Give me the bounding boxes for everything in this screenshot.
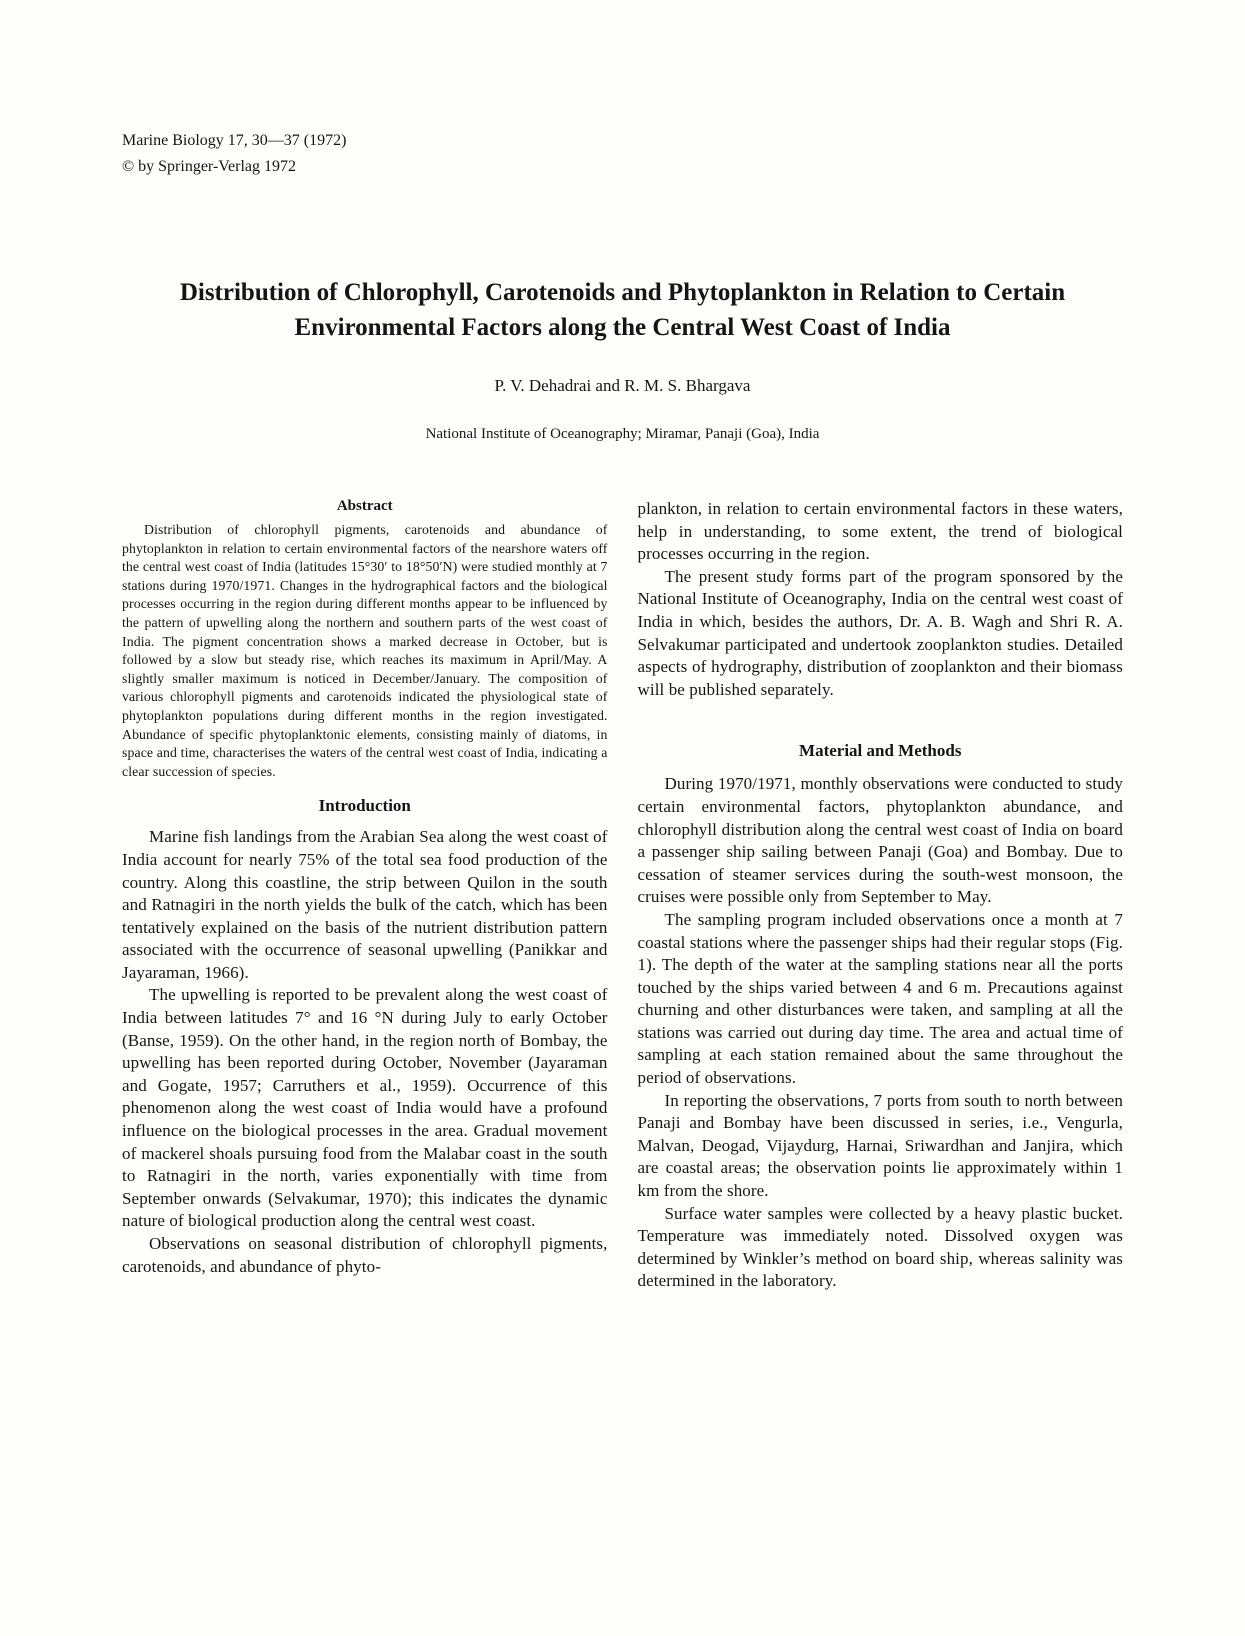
journal-citation: Marine Biology 17, 30—37 (1972) <box>122 132 347 149</box>
methods-paragraph-2: The sampling program included observations once a month at 7 coastal stations where the passenger ships had their regular stops (Fig. 1). The depth of the water at the sampling stations near all the ports touched by the ships varied between 4 and 6 m. Precautions against churning and other disturbances were taken, and sampling at all the stations was carried out during day time. The area and actual time of sampling at each station remained about the same throughout the period of observations. <box>637 909 1123 1088</box>
methods-paragraph-4: Surface water samples were collected by a heavy plastic bucket. Temperature was immediately noted. Dissolved oxygen was determined by Winkler’s method on board ship, whereas salinity was determined in the laboratory. <box>637 1203 1123 1291</box>
journal-masthead <box>122 128 346 179</box>
article-affiliation: National Institute of Oceanography; Miramar, Panaji (Goa), India <box>425 426 820 442</box>
abstract-heading: Abstract <box>336 498 393 514</box>
introduction-heading: Introduction <box>318 796 411 816</box>
introduction-paragraph-1: Marine fish landings from the Arabian Sea along the west coast of India account for nearly 75% of the total sea food production of the country. Along this coastline, the strip between Quilon in the south and Ratnagiri in the north yields the bulk of the catch, which has been tentatively explained on the basis of the nutrient distribution pattern associated with the occurrence of seasonal upwelling (Panikkar and Jayaraman, 1966). <box>122 827 608 982</box>
methods-paragraph-1: During 1970/1971, monthly observations were conducted to study certain environmental factors, phytoplankton abundance, and chlorophyll distribution along the central west coast of India on board a passenger ship sailing between Panaji (Goa) and Bombay. Due to cessation of steamer services during the south-west monsoon, the cruises were possible only from September to May. <box>637 774 1123 907</box>
article-title-text: Distribution of Chlorophyll, Carotenoids and Phytoplankton in Relation to Certain Environmental Factors along the Central West Coast of India <box>179 279 1066 341</box>
article-authors: P. V. Dehadrai and R. M. S. Bhargava <box>494 376 751 395</box>
introduction-continuation-paragraph-1: plankton, in relation to certain environmental factors in these waters, help in understanding, to some extent, the trend of biological processes occurring in the region. <box>637 499 1123 564</box>
left-column <box>122 498 608 1293</box>
introduction-continuation-paragraph-2: The present study forms part of the program sponsored by the National Institute of Oceanography, India on the central west coast of India in which, besides the authors, Dr. A. B. Wagh and Shri R. A. Selvakumar participated and undertook zooplankton studies. Detailed aspects of hydrography, distribution of zooplankton and their biomass will be published separately. <box>637 566 1123 699</box>
methods-heading: Material and Methods <box>799 741 962 761</box>
abstract-text: Distribution of chlorophyll pigments, carotenoids and abundance of phytoplankton in relation to certain environmental factors of the nearshore waters off the central west coast of India (latitudes 15°30′ to 18°50′N) were studied monthly at 7 stations during 1970/1971. Changes in the hydrographical factors and the biological processes occurring in the region during different months appear to be influenced by the pattern of upwelling along the northern and southern parts of the west coast of India. The pigment concentration shows a marked decrease in October, but is followed by a slow but steady rise, which reaches its maximum in April/May. A slightly smaller maximum is noticed in December/January. The composition of various chlorophyll pigments and carotenoids indicated the physiological state of phytoplankton populations during different months in the region investigated. Abundance of specific phytoplanktonic elements, consisting mainly of diatoms, in space and time, characterises the waters of the central west coast of India, indicating a clear succession of species. <box>122 522 608 779</box>
right-column <box>638 498 1124 1293</box>
journal-copyright: © by Springer-Verlag 1972 <box>122 157 297 175</box>
methods-paragraph-3: In reporting the observations, 7 ports from south to north between Panaji and Bombay have been discussed in series, i.e., Vengurla, Malvan, Deogad, Vijaydurg, Harnai, Sriwardhan and Janjira, which are coastal areas; the observation points lie approximately within 1 km from the shore. <box>637 1090 1123 1201</box>
introduction-paragraph-2: The upwelling is reported to be prevalent along the west coast of India between latitudes 7° and 16 °N during July to early October (Banse, 1959). On the other hand, in the region north of Bombay, the upwelling has been reported during October, November (Jayaraman and Gogate, 1957; Carruthers et al., 1959). Occurrence of this phenomenon along the west coast of India would have a profound influence on the biological processes in the area. Gradual movement of mackerel shoals pursuing food from the Malabar coast in the south to Ratnagiri in the north, varies exponentially with time from September onwards (Selvakumar, 1970); this indicates the dynamic nature of biological production along the central west coast. <box>122 985 608 1231</box>
introduction-paragraph-3: Observations on seasonal distribution of chlorophyll pigments, carotenoids, and abundance of phyto- <box>122 1234 608 1276</box>
article-title <box>0 276 1245 345</box>
two-column-body <box>122 498 1123 1293</box>
